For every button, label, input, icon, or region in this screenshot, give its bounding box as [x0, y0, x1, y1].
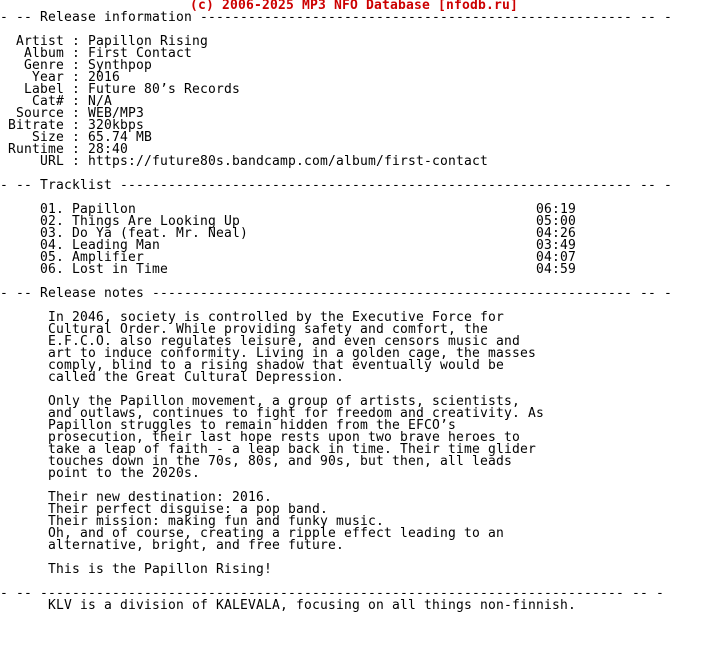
track-number: 04. [40, 238, 64, 253]
release-field [0, 156, 488, 168]
section-divider-tracklist: - -- Tracklist ---------------------------------------------------------------- -- - [0, 178, 672, 193]
release-notes-line: This is the Papillon Rising! [48, 562, 272, 577]
release-notes-line: and outlaws, continues to fight for freedom and creativity. As [48, 406, 544, 421]
track-title: Amplifier [64, 250, 144, 265]
release-field-label: Source [0, 106, 64, 121]
track-duration: 05:00 [536, 214, 576, 229]
field-separator: : [64, 46, 88, 61]
release-field-label: Size [0, 130, 64, 145]
release-notes-line: E.F.C.O. also regulates leisure, and even censors music and [48, 334, 520, 349]
release-field-label: Year [0, 70, 64, 85]
release-field-value: First Contact [88, 46, 192, 61]
footer-text: KLV is a division of KALEVALA, focusing on all things non-finnish. [48, 598, 576, 613]
release-field-value: 28:40 [88, 142, 128, 157]
release-field-value: 2016 [88, 70, 120, 85]
track-title: Do Ya (feat. Mr. Neal) [64, 226, 248, 241]
release-notes-line: point to the 2020s. [48, 466, 200, 481]
field-separator: : [64, 70, 88, 85]
track-duration: 04:07 [535, 250, 576, 265]
release-notes-line: Their perfect disguise: a pop band. [48, 502, 328, 517]
release-notes-line: Cultural Order. While providing safety and comfort, the [48, 322, 488, 337]
track-duration: 04:59 [535, 262, 576, 277]
track-title: Papillon [64, 202, 136, 217]
release-notes-line: touches down in the 70s, 80s, and 90s, but then, all leads [48, 454, 512, 469]
release-field-value: N/A [88, 94, 112, 109]
field-separator: : [64, 118, 88, 133]
release-notes-line: comply, blind to a rising shadow that eventually would be [48, 358, 504, 373]
section-divider-release-notes: - -- Release notes ------------------------------------------------------------ -- - [0, 286, 672, 301]
track-number: 03. [40, 226, 64, 241]
track-number: 01. [40, 202, 64, 217]
release-field-value: 65.74 MB [88, 130, 152, 145]
track-number: 06. [40, 262, 64, 277]
track-row [0, 264, 576, 276]
release-notes-line: alternative, bright, and free future. [48, 538, 344, 553]
release-field-label: Cat# [0, 94, 64, 109]
release-notes-line: Their mission: making fun and funky music. [48, 514, 384, 529]
track-duration: 04:26 [536, 226, 576, 241]
release-notes-line: prosecution, their last hope rests upon two brave heroes to [48, 430, 520, 445]
track-title: Leading Man [64, 238, 160, 253]
release-notes-line: Only the Papillon movement, a group of artists, scientists, [48, 394, 520, 409]
release-field-value: Papillon Rising [88, 34, 208, 49]
release-field-label: Runtime [0, 142, 64, 157]
release-field-label: Label [0, 82, 64, 97]
release-field-value: Future 80’s Records [88, 82, 240, 97]
release-field-label: Artist [0, 34, 64, 49]
release-notes-line: Their new destination: 2016. [48, 490, 272, 505]
release-field-value: WEB/MP3 [88, 106, 144, 121]
track-title: Things Are Looking Up [64, 214, 240, 229]
field-separator: : [64, 34, 88, 49]
field-separator: : [64, 94, 88, 109]
release-field-value: Synthpop [88, 58, 152, 73]
track-duration: 06:19 [535, 202, 576, 217]
field-separator: : [64, 106, 88, 121]
release-field-value: https://future80s.bandcamp.com/album/first-contact [88, 154, 488, 169]
release-notes-line: Papillon struggles to remain hidden from the EFCO’s [48, 418, 456, 433]
release-field-label: Genre [0, 58, 64, 73]
release-field-value: 320kbps [88, 118, 144, 133]
track-duration: 03:49 [535, 238, 576, 253]
release-field-label: Album [0, 46, 64, 61]
field-separator: : [64, 58, 88, 73]
track-number: 02. [40, 214, 64, 229]
site-header: (c) 2006-2025 MP3 NFO Database [nfodb.ru] [190, 0, 518, 13]
release-notes-line: art to induce conformity. Living in a golden cage, the masses [48, 346, 536, 361]
track-title: Lost in Time [64, 262, 168, 277]
release-field-label: URL [0, 154, 64, 169]
field-separator: : [64, 82, 88, 97]
section-divider-release-info: - -- Release information ------------------------------------------------------ -- - [0, 10, 672, 25]
field-separator: : [64, 130, 88, 145]
release-field-label: Bitrate [0, 118, 64, 133]
release-notes-line: called the Great Cultural Depression. [48, 370, 344, 385]
track-number: 05. [40, 250, 64, 265]
section-divider-footer: - -- ------------------------------------------------------------------------- -- - [0, 586, 664, 601]
release-notes-line: In 2046, society is controlled by the Executive Force for [48, 310, 504, 325]
release-notes-line: Oh, and of course, creating a ripple effect leading to an [48, 526, 504, 541]
release-notes-line: take a leap of faith - a leap back in time. Their time glider [48, 442, 536, 457]
field-separator: : [64, 142, 88, 157]
field-separator: : [64, 154, 88, 169]
